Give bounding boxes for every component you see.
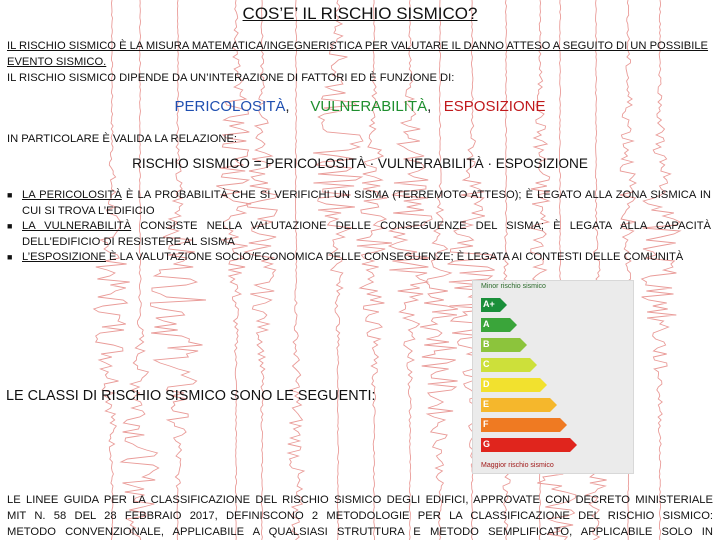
risk-class-f xyxy=(481,418,567,432)
risk-formula: RISCHIO SISMICO = PERICOLOSITÀ · VULNERABILITÀ · ESPOSIZIONE xyxy=(132,156,588,171)
factor-pericolosita: PERICOLOSITÀ xyxy=(174,98,286,115)
scale-min-label: Minor rischio sismico xyxy=(481,283,546,290)
risk-class-label: C xyxy=(483,359,490,369)
list-item xyxy=(7,188,711,219)
bullet-icon: ■ xyxy=(7,221,13,231)
risk-class-g xyxy=(481,438,577,452)
page-title: COS’E’ IL RISCHIO SISMICO? xyxy=(242,4,478,23)
risk-class-label: G xyxy=(483,439,491,449)
list-item xyxy=(7,250,711,266)
definition-term: LA VULNERABILITÀ xyxy=(22,220,132,232)
intro-dependency: IL RISCHIO SISMICO DIPENDE DA UN’INTERAZIONE DI FATTORI ED È FUNZIONE DI: xyxy=(7,72,455,84)
risk-class-bar xyxy=(481,398,557,412)
risk-class-c xyxy=(481,358,537,372)
factor-definitions xyxy=(7,188,711,266)
definition-text: È LA VALUTAZIONE SOCIO/ECONOMICA DELLE CONSEGUENZE; È LEGATA AI CONTESTI DELLE COMUNITÀ xyxy=(105,251,684,263)
intro-text xyxy=(7,38,713,86)
risk-class-bar xyxy=(481,438,577,452)
list-item xyxy=(7,219,711,250)
scale-max-label: Maggior rischio sismico xyxy=(481,462,554,469)
risk-class-bar xyxy=(481,418,567,432)
classes-heading: LE CLASSI DI RISCHIO SISMICO SONO LE SEGUENTI: xyxy=(6,388,376,404)
risk-class-label: E xyxy=(483,399,490,409)
risk-class-label: F xyxy=(483,419,489,429)
intro-definition: IL RISCHIO SISMICO È LA MISURA MATEMATICA/INGEGNERISTICA PER VALUTARE IL DANNO ATTESO A SEGUITO DI UN POSSIBILE EVENTO SISMICO. xyxy=(7,40,709,68)
risk-class-label: B xyxy=(483,339,490,349)
definition-text: È LA PROBABILITÀ CHE SI VERIFICHI UN SISMA (TERREMOTO ATTESO); È LEGATO ALLA ZONA SISMICA IN CUI SI TROVA L’EDIFICIO xyxy=(22,189,712,217)
risk-class-scale xyxy=(472,280,634,474)
risk-class-b xyxy=(481,338,527,352)
footer-text xyxy=(7,492,713,540)
risk-class-a-plus xyxy=(481,298,507,312)
risk-class-label: D xyxy=(483,379,490,389)
risk-class-e xyxy=(481,398,557,412)
definition-term: L’ESPOSIZIONE xyxy=(22,251,106,263)
risk-factors: PERICOLOSITÀ, VULNERABILITÀ, ESPOSIZIONE xyxy=(174,98,546,115)
bullet-icon: ■ xyxy=(7,190,13,200)
risk-class-bar xyxy=(481,378,547,392)
footer-line: METODO CONVENZIONALE, APPLICABILE A QUALSIASI STRUTTURA E METODO SEMPLIFICATO, APPLICABILE SOLO IN xyxy=(7,526,713,538)
footer-line: MIT N. 58 DEL 28 FEBBRAIO 2017, DEFINISCONO 2 METODOLOGIE PER LA CLASSIFICAZIONE DEL RISCHIO SISMICO: xyxy=(7,510,713,522)
risk-class-label: A+ xyxy=(483,299,495,309)
definition-text: CONSISTE NELLA VALUTAZIONE DELLE CONSEGUENZE DEL SISMA; È LEGATA ALLA CAPACITÀ DELL’EDIFICIO DI RESISTERE AL SISMA xyxy=(22,220,711,248)
risk-class-d xyxy=(481,378,547,392)
factor-vulnerabilita: VULNERABILITÀ xyxy=(310,98,428,115)
relation-intro: IN PARTICOLARE È VALIDA LA RELAZIONE: xyxy=(7,133,238,145)
footer-line: LE LINEE GUIDA PER LA CLASSIFICAZIONE DEL RISCHIO SISMICO DEGLI EDIFICI, APPROVATE CON DECRETO MINISTERIALE xyxy=(7,494,713,506)
risk-class-label: A xyxy=(483,319,490,329)
risk-class-a xyxy=(481,318,517,332)
factor-esposizione: ESPOSIZIONE xyxy=(443,98,546,115)
definition-term: LA PERICOLOSITÀ xyxy=(22,189,122,201)
bullet-icon: ■ xyxy=(7,252,13,262)
